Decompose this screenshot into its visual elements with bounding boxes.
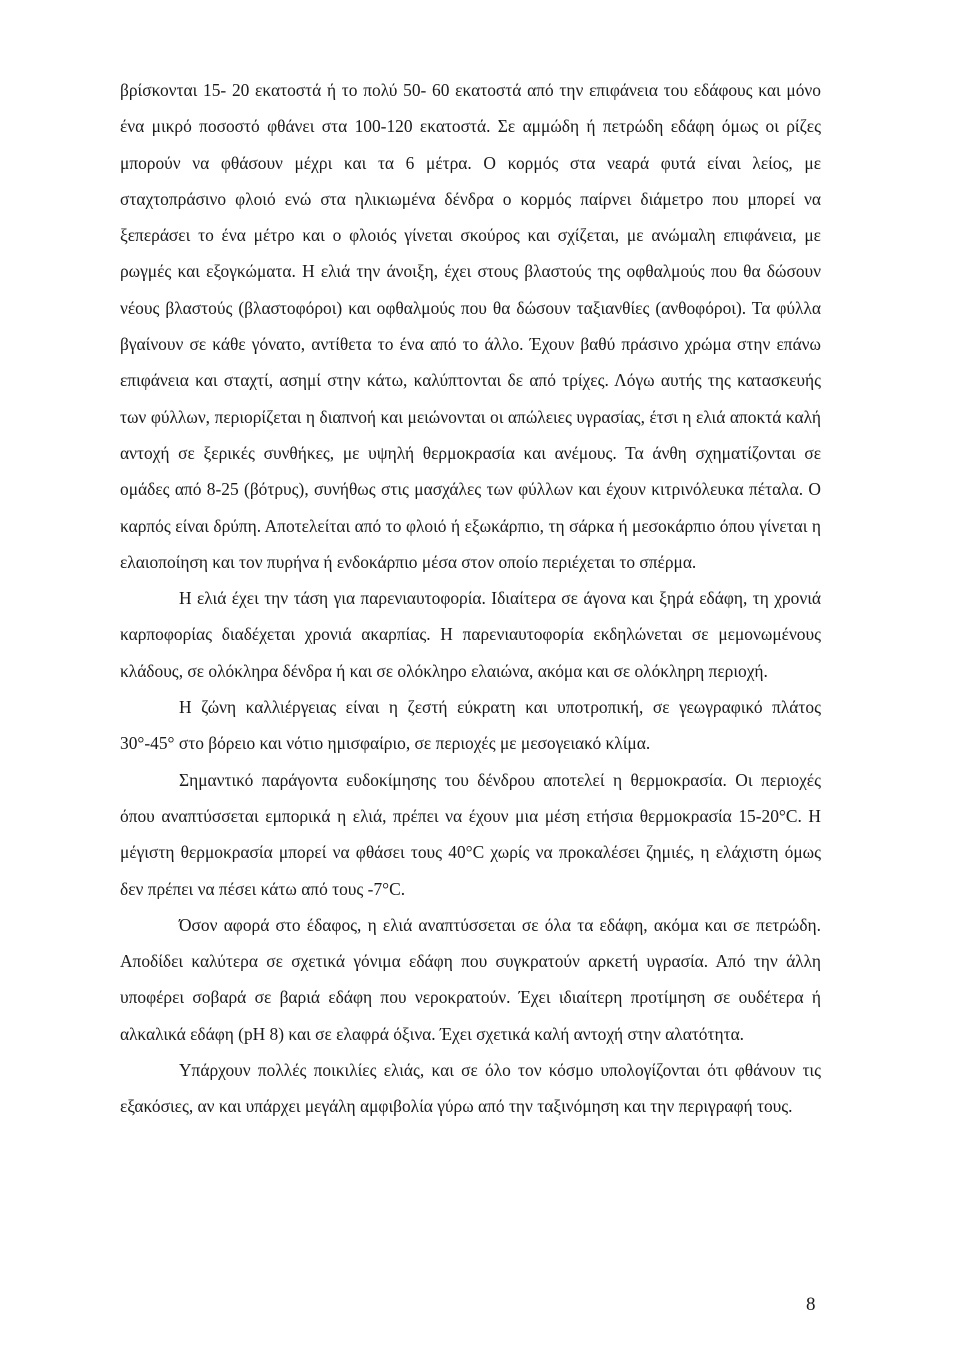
paragraph-cultivation-zone: Η ζώνη καλλιέργειας είναι η ζεστή εύκρατη και υποτροπική, σε γεωγραφικό πλάτος 30°-45° στο βόρειο και νότιο ημισφαίριο, σε περιοχές με μεσογειακό κλίμα. [120,697,821,754]
document-body [120,72,821,1125]
paragraph-alternate-bearing: Η ελιά έχει την τάση για παρενιαυτοφορία. Ιδιαίτερα σε άγονα και ξηρά εδάφη, τη χρονιά καρποφορίας διαδέχεται χρονιά ακαρπίας. Η παρενιαυτοφορία εκδηλώνεται σε μεμονωμένους κλάδους, σε ολόκληρα δένδρα ή και σε ολόκληρο ελαιώνα, ακόμα και σε ολόκληρη περιοχή. [120,588,821,681]
paragraph-root-and-plant-description: βρίσκονται 15- 20 εκατοστά ή το πολύ 50- 60 εκατοστά από την επιφάνεια του εδάφους και μόνο ένα μικρό ποσοστό φθάνει στα 100-120 εκατοστά. Σε αμμώδη ή πετρώδη εδάφη όμως οι ρίζες μπορούν να φθάσουν μέχρι και τα 6 μέτρα. Ο κορμός στα νεαρά φυτά είναι λείος, με σταχτοπράσινο φλοιό ενώ στα ηλικιωμένα δένδρα ο κορμός παίρνει διάμετρο που μπορεί να ξεπεράσει το ένα μέτρο και ο φλοιός γίνεται σκούρος και σχίζεται, με ανώμαλη επιφάνεια, με ρωγμές και εξογκώματα. Η ελιά την άνοιξη, έχει στους βλαστούς της οφθαλμούς που θα δώσουν νέους βλαστούς (βλαστοφόροι) και οφθαλμούς που θα δώσουν ταξιανθίες (ανθοφόροι). Τα φύλλα βγαίνουν σε κάθε γόνατο, αντίθετα το ένα από το άλλο. Έχουν βαθύ πράσινο χρώμα στην επάνω επιφάνεια και σταχτί, ασημί στην κάτω, καλύπτονται δε από τρίχες. Λόγω αυτής της κατασκευής των φύλλων, περιορίζεται η διαπνοή και μειώνονται οι απώλειες υγρασίας, έτσι η ελιά αποκτά καλή αντοχή σε ξερικές συνθήκες, με υψηλή θερμοκρασία και ανέμους. Τα άνθη σχηματίζονται σε ομάδες από 8-25 (βότρυς), συνήθως στις μασχάλες των φύλλων και έχουν κιτρινόλευκα πέταλα. Ο καρπός είναι δρύπη. Αποτελείται από το φλοιό ή εξωκάρπιο, τη σάρκα ή μεσοκάρπιο όπου γίνεται η ελαιοποίηση και τον πυρήνα ή ενδοκάρπιο μέσα στον οποίο περιέχεται το σπέρμα. [120,80,821,572]
paragraph-soil: Όσον αφορά στο έδαφος, η ελιά αναπτύσσεται σε όλα τα εδάφη, ακόμα και σε πετρώδη. Αποδίδει καλύτερα σε σχετικά γόνιμα εδάφη που συγκρατούν αρκετή υγρασία. Από την άλλη υποφέρει σοβαρά σε βαριά εδάφη που νεροκρατούν. Έχει ιδιαίτερη προτίμηση σε ουδέτερα ή αλκαλικά εδάφη (pH 8) και σε ελαφρά όξινα. Έχει σχετικά καλή αντοχή στην αλατότητα. [120,914,821,1044]
paragraph-varieties: Υπάρχουν πολλές ποικιλίες ελιάς, και σε όλο τον κόσμο υπολογίζονται ότι φθάνουν τις εξακόσιες, αν και υπάρχει μεγάλη αμφιβολία γύρω από την ταξινόμηση και την περιγραφή τους. [120,1060,821,1117]
paragraph-temperature: Σημαντικό παράγοντα ευδοκίμησης του δένδρου αποτελεί η θερμοκρασία. Οι περιοχές όπου αναπτύσσεται εμπορικά η ελιά, πρέπει να έχουν μια μέση ετήσια θερμοκρασία 15-20°C. Η μέγιστη θερμοκρασία μπορεί να φθάσει τους 40°C χωρίς να προκαλέσει ζημιές, η ελάχιστη όμως δεν πρέπει να πέσει κάτω από τους -7°C. [120,769,821,899]
page-number: 8 [806,1294,816,1315]
